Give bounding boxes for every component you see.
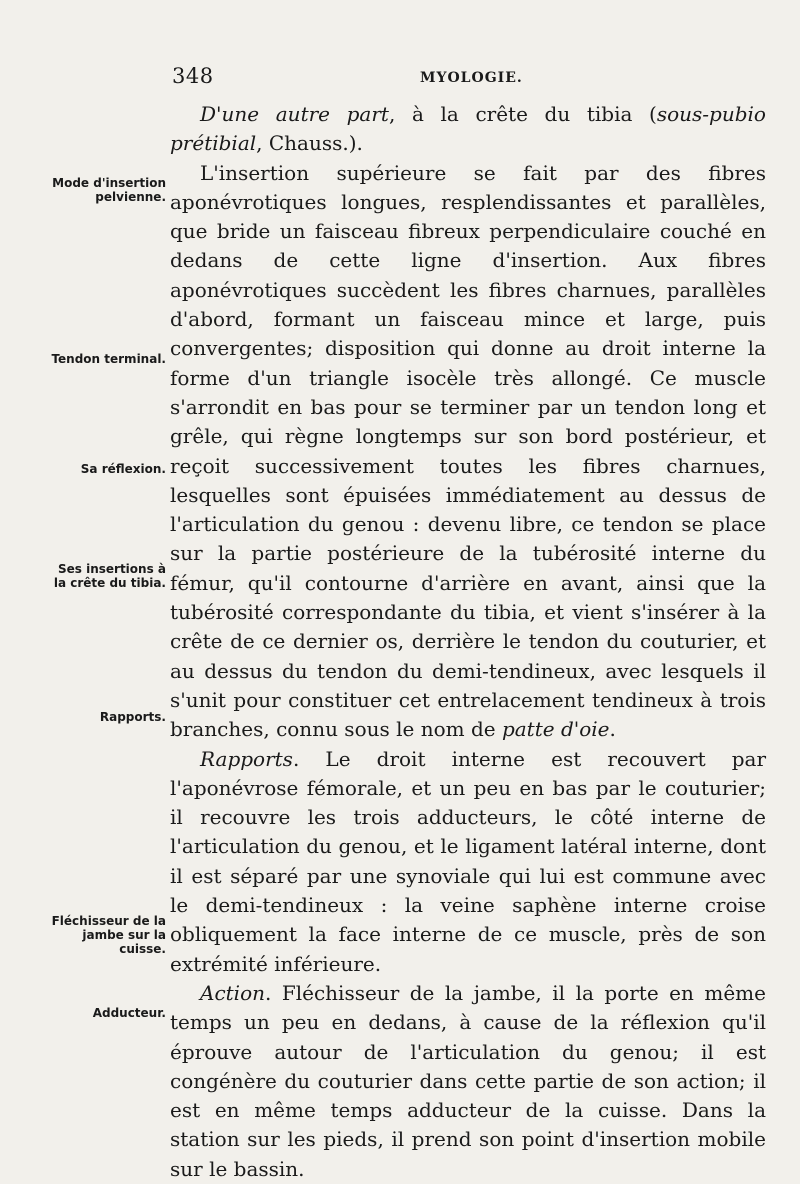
text-run: patte d'oie [501,717,610,742]
text-run: Action [200,980,265,1005]
running-title: MYOLOGIE. [420,70,523,86]
paragraph-rapports [170,745,766,979]
page-number: 348 [172,64,214,88]
text-run: Rapports [200,746,293,771]
margin-note-insertion: Mode d'insertion pelvienne. [52,176,166,204]
text-run: sous-pubio prétibial [170,102,766,156]
paragraph-insertion-superieure [170,159,766,745]
text-run: . Le droit interne est recouvert par l'aponévrose fémorale, et un peu en bas par le couturier; il recouvre les trois adducteurs, le côté interne de l'articulation du genou, et le ligament latéral interne, dont il est séparé par une synoviale qui lui est commune avec le demi-tendineux : la veine saphène interne croise obliquement la face interne de ce muscle, près de son extrémité inférieure. [170,746,766,976]
text-run: . [609,717,616,742]
margin-note-rapports: Rapports. [99,710,166,724]
body-text [170,100,766,1184]
margin-note-flechisseur: Fléchisseur de la jambe sur la cuisse. [51,914,166,956]
margin-note-insertions-tibia: Ses insertions à la crête du tibia. [53,562,166,590]
text-run: , à la crête du tibia ( [388,102,657,126]
text-run: , Chauss.). [256,131,363,156]
page-header [172,64,772,94]
text-run: L'insertion supérieure se fait par des fibres aponévrotiques longues, resplendissantes et parallèles, que bride un faisceau fibreux perpendiculaire couché en dedans de cette ligne d'insertion. Aux fibres aponévrotiques succèdent les fibres charnues, parallèles d'abord, formant un faisceau mince et large, puis convergentes; disposition qui donne au droit interne la forme d'un triangle isocèle très allongé. Ce muscle s'arrondit en bas pour se terminer par un tendon long et grêle, qui règne longtemps sur son bord postérieur, et reçoit successivement toutes les fibres charnues, lesquelles sont épuisées immédiatement au dessus de l'articulation du genou : devenu libre, ce tendon se place sur la partie postérieure de la tubérosité interne du fémur, qu'il contourne d'arrière en avant, ainsi que la tubérosité correspondante du tibia, et vient s'insérer à la crête de ce dernier os, derrière le tendon du couturier, et au dessus du tendon du demi-tendineux, avec lesquels il s'unit pour constituer cet entrelacement tendineux à trois branches, connu sous le nom de [170,160,766,742]
text-run: D'une autre part [200,102,389,126]
margin-note-tendon: Tendon terminal. [51,352,166,366]
text-run: . Fléchisseur de la jambe, il la porte en même temps un peu en dedans, à cause de la réflexion qu'il éprouve autour de l'articulation du genou; il est congénère du couturier dans cette partie de son action; il est en même temps adducteur de la cuisse. Dans la station sur les pieds, il prend son point d'insertion mobile sur le bassin. [170,980,766,1181]
margin-note-reflexion: Sa réflexion. [80,462,166,476]
paragraph-tibia-insertion [170,100,766,159]
margin-note-adducteur: Adducteur. [92,1006,166,1020]
paragraph-action [170,979,766,1184]
